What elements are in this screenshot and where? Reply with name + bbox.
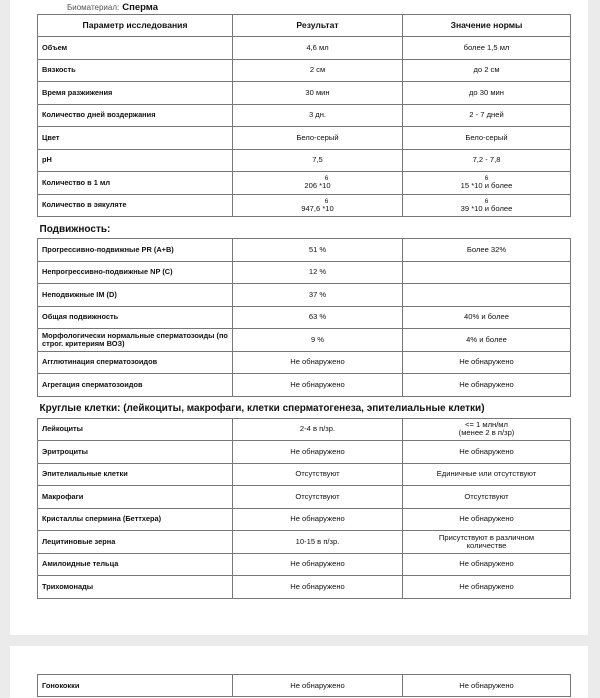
biomaterial-value: Сперма [122, 2, 158, 13]
exponent: 6 [324, 197, 329, 205]
table-row [38, 508, 571, 531]
result-cell: Не обнаружено [233, 576, 403, 599]
param-cell: Морфологически нормальные сперматозоиды (по строг. критериям ВОЗ) [38, 329, 233, 352]
section-row [38, 217, 571, 239]
param-cell: Эритроциты [38, 441, 233, 464]
norm-cell: 7,2 - 7,8 [403, 149, 571, 172]
table-row [38, 149, 571, 172]
table-row [38, 37, 571, 60]
results-table-page-2 [37, 674, 571, 697]
param-cell: Количество в 1 мл [38, 172, 233, 195]
table-row [38, 306, 571, 329]
table-row [38, 486, 571, 509]
norm-cell: 40% и более [403, 306, 571, 329]
result-value: 947,6 *10 [301, 203, 334, 213]
section-title-round-cells: Круглые клетки: (лейкоциты, макрофаги, клетки сперматогенеза, эпителиальные клетки) [38, 396, 571, 418]
param-cell: Непрогрессивно-подвижные NP (C) [38, 261, 233, 284]
result-cell: 63 % [233, 306, 403, 329]
param-cell: Время разжижения [38, 82, 233, 105]
result-cell: Не обнаружено [233, 508, 403, 531]
norm-cell: Не обнаружено [403, 576, 571, 599]
norm-value: 15 *10 и более [460, 181, 513, 191]
result-cell [233, 194, 403, 217]
result-cell: Отсутствуют [233, 486, 403, 509]
norm-line: (менее 2 в п/зр) [458, 428, 515, 438]
biomaterial-label: Биоматериал: [67, 3, 120, 12]
table-row [38, 329, 571, 352]
table-row [38, 261, 571, 284]
norm-cell [403, 418, 571, 441]
norm-cell: 2 - 7 дней [403, 104, 571, 127]
report-page-2 [10, 646, 588, 698]
norm-cell: Не обнаружено [403, 553, 571, 576]
result-cell: 12 % [233, 261, 403, 284]
result-cell: Бело-серый [233, 127, 403, 150]
result-cell: 7,5 [233, 149, 403, 172]
table-row [38, 239, 571, 262]
result-cell: 10-15 в п/зр. [233, 531, 403, 554]
norm-cell: Не обнаружено [403, 508, 571, 531]
param-cell: Агглютинация сперматозоидов [38, 351, 233, 374]
table-row [38, 463, 571, 486]
result-cell: Не обнаружено [233, 374, 403, 397]
norm-cell: Не обнаружено [403, 374, 571, 397]
header-result: Результат [233, 15, 403, 37]
table-row [38, 104, 571, 127]
result-cell: 2-4 в п/зр. [233, 418, 403, 441]
result-cell: Не обнаружено [233, 351, 403, 374]
norm-cell: Отсутствуют [403, 486, 571, 509]
exponent: 6 [484, 197, 489, 205]
norm-cell: Единичные или отсутствуют [403, 463, 571, 486]
norm-cell [403, 172, 571, 195]
table-row [38, 351, 571, 374]
result-cell: 51 % [233, 239, 403, 262]
param-cell: Объем [38, 37, 233, 60]
param-cell: Кристаллы спермина (Беттхера) [38, 508, 233, 531]
norm-cell [403, 194, 571, 217]
param-cell: Лейкоциты [38, 418, 233, 441]
result-cell: 37 % [233, 284, 403, 307]
table-row [38, 576, 571, 599]
table-row [38, 441, 571, 464]
table-row [38, 172, 571, 195]
param-cell: Прогрессивно-подвижные PR (A+B) [38, 239, 233, 262]
table-row [38, 194, 571, 217]
param-cell: Агрегация сперматозоидов [38, 374, 233, 397]
param-cell: Неподвижные IM (D) [38, 284, 233, 307]
param-cell: Цвет [38, 127, 233, 150]
norm-line: количестве [466, 540, 507, 550]
table-row [38, 553, 571, 576]
table-row [38, 127, 571, 150]
norm-cell [403, 261, 571, 284]
section-row [38, 396, 571, 418]
norm-line: <= 1 млн/мл [465, 420, 508, 430]
result-cell: 2 см [233, 59, 403, 82]
table-row [38, 418, 571, 441]
norm-cell: Бело-серый [403, 127, 571, 150]
norm-line: Присутствуют в различном [438, 532, 535, 542]
norm-cell: до 2 см [403, 59, 571, 82]
result-cell: 9 % [233, 329, 403, 352]
result-cell: Отсутствуют [233, 463, 403, 486]
norm-value: 39 *10 и более [460, 203, 513, 213]
table-row [38, 374, 571, 397]
param-cell: Лецитиновые зерна [38, 531, 233, 554]
param-cell: Гонококки [38, 675, 233, 697]
norm-cell [403, 284, 571, 307]
norm-cell [403, 531, 571, 554]
table-row [38, 675, 571, 697]
param-cell: Эпителиальные клетки [38, 463, 233, 486]
norm-cell: Не обнаружено [403, 351, 571, 374]
result-cell [233, 172, 403, 195]
norm-cell: 4% и более [403, 329, 571, 352]
table-row [38, 59, 571, 82]
table-row [38, 82, 571, 105]
result-cell: Не обнаружено [233, 441, 403, 464]
norm-cell: более 1,5 мл [403, 37, 571, 60]
header-norm: Значение нормы [403, 15, 571, 37]
result-cell: 4,6 мл [233, 37, 403, 60]
table-row [38, 284, 571, 307]
section-title-motility: Подвижность: [38, 217, 571, 239]
table-header-row [38, 15, 571, 37]
param-cell: Количество в эякуляте [38, 194, 233, 217]
result-cell: Не обнаружено [233, 675, 403, 697]
norm-cell: Более 32% [403, 239, 571, 262]
result-cell: 3 дн. [233, 104, 403, 127]
result-cell: 30 мин [233, 82, 403, 105]
norm-cell: Не обнаружено [403, 441, 571, 464]
exponent: 6 [324, 175, 329, 183]
report-page-1 [10, 0, 588, 635]
norm-cell: Не обнаружено [403, 675, 571, 697]
result-cell: Не обнаружено [233, 553, 403, 576]
param-cell: Макрофаги [38, 486, 233, 509]
exponent: 6 [484, 175, 489, 183]
param-cell: Общая подвижность [38, 306, 233, 329]
results-table [37, 14, 571, 599]
result-value: 206 *10 [304, 181, 331, 191]
header-param: Параметр исследования [38, 15, 233, 37]
param-cell: Количество дней воздержания [38, 104, 233, 127]
param-cell: Амилоидные тельца [38, 553, 233, 576]
param-cell: Трихомонады [38, 576, 233, 599]
biomaterial-line [67, 2, 158, 13]
table-row [38, 531, 571, 554]
param-cell: Вязкость [38, 59, 233, 82]
norm-cell: до 30 мин [403, 82, 571, 105]
param-cell: pH [38, 149, 233, 172]
